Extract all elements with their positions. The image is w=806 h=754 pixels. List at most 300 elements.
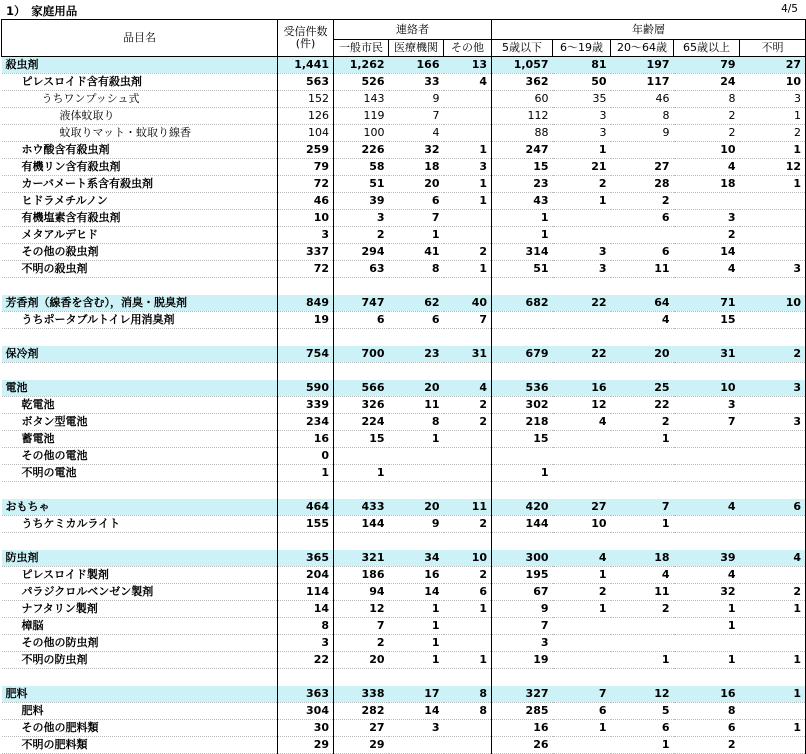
value-cell: 7 bbox=[674, 414, 740, 431]
item-name-cell: ヒドラメチルノン bbox=[2, 193, 278, 210]
value-cell bbox=[444, 482, 492, 499]
value-cell bbox=[278, 363, 334, 380]
value-cell: 11 bbox=[444, 499, 492, 516]
value-cell bbox=[553, 210, 611, 227]
value-cell: 126 bbox=[278, 108, 334, 125]
value-cell: 3 bbox=[553, 244, 611, 261]
value-cell: 27 bbox=[740, 57, 806, 74]
value-cell: 6 bbox=[553, 703, 611, 720]
value-cell: 11 bbox=[611, 584, 674, 601]
value-cell bbox=[278, 669, 334, 686]
value-cell: 16 bbox=[389, 567, 444, 584]
item-name-cell bbox=[2, 278, 278, 295]
value-cell: 304 bbox=[278, 703, 334, 720]
value-cell: 27 bbox=[553, 499, 611, 516]
category-row bbox=[2, 499, 806, 516]
category-row bbox=[2, 295, 806, 312]
value-cell: 247 bbox=[492, 142, 553, 159]
value-cell: 186 bbox=[334, 567, 389, 584]
value-cell bbox=[444, 737, 492, 754]
value-cell: 79 bbox=[674, 57, 740, 74]
value-cell: 1 bbox=[444, 601, 492, 618]
age-under5-header: 5歳以下 bbox=[492, 40, 553, 57]
value-cell: 10 bbox=[674, 380, 740, 397]
value-cell: 31 bbox=[444, 346, 492, 363]
item-name-cell: 電池 bbox=[2, 380, 278, 397]
value-cell bbox=[492, 363, 553, 380]
value-cell: 420 bbox=[492, 499, 553, 516]
value-cell: 22 bbox=[553, 295, 611, 312]
table-row bbox=[2, 414, 806, 431]
value-cell: 94 bbox=[334, 584, 389, 601]
value-cell: 143 bbox=[334, 91, 389, 108]
value-cell: 24 bbox=[674, 74, 740, 91]
value-cell bbox=[389, 465, 444, 482]
page-number: 4/5 bbox=[781, 3, 798, 15]
value-cell: 71 bbox=[674, 295, 740, 312]
value-cell: 144 bbox=[492, 516, 553, 533]
value-cell: 1 bbox=[674, 601, 740, 618]
value-cell: 3 bbox=[553, 261, 611, 278]
value-cell bbox=[611, 533, 674, 550]
value-cell: 29 bbox=[334, 737, 389, 754]
value-cell: 19 bbox=[278, 312, 334, 329]
value-cell bbox=[553, 431, 611, 448]
value-cell: 682 bbox=[492, 295, 553, 312]
value-cell bbox=[444, 720, 492, 737]
value-cell: 23 bbox=[389, 346, 444, 363]
table-row bbox=[2, 601, 806, 618]
value-cell: 12 bbox=[611, 686, 674, 703]
item-name-cell: うちワンプッシュ式 bbox=[2, 91, 278, 108]
value-cell: 20 bbox=[389, 499, 444, 516]
value-cell bbox=[611, 635, 674, 652]
value-cell: 117 bbox=[611, 74, 674, 91]
value-cell: 16 bbox=[492, 720, 553, 737]
value-cell: 2 bbox=[611, 193, 674, 210]
table-row bbox=[2, 159, 806, 176]
value-cell: 10 bbox=[674, 142, 740, 159]
value-cell: 8 bbox=[674, 703, 740, 720]
value-cell bbox=[740, 516, 806, 533]
value-cell: 20 bbox=[389, 176, 444, 193]
value-cell: 8 bbox=[611, 108, 674, 125]
value-cell: 3 bbox=[553, 125, 611, 142]
value-cell bbox=[553, 312, 611, 329]
value-cell: 6 bbox=[334, 312, 389, 329]
value-cell: 9 bbox=[492, 601, 553, 618]
value-cell: 363 bbox=[278, 686, 334, 703]
value-cell: 72 bbox=[278, 176, 334, 193]
value-cell bbox=[674, 448, 740, 465]
table-row bbox=[2, 91, 806, 108]
value-cell bbox=[611, 329, 674, 346]
item-name-cell: 不明の殺虫剤 bbox=[2, 261, 278, 278]
category-row bbox=[2, 380, 806, 397]
item-name-cell: 蓄電池 bbox=[2, 431, 278, 448]
value-cell: 12 bbox=[334, 601, 389, 618]
item-name-cell: カーバメート系含有殺虫剤 bbox=[2, 176, 278, 193]
value-cell: 433 bbox=[334, 499, 389, 516]
value-cell bbox=[553, 465, 611, 482]
item-name-cell: その他の電池 bbox=[2, 448, 278, 465]
value-cell: 563 bbox=[278, 74, 334, 91]
item-name-cell: 殺虫剤 bbox=[2, 57, 278, 74]
value-cell: 88 bbox=[492, 125, 553, 142]
value-cell: 15 bbox=[492, 431, 553, 448]
value-cell: 41 bbox=[389, 244, 444, 261]
table-row bbox=[2, 516, 806, 533]
value-cell: 204 bbox=[278, 567, 334, 584]
value-cell: 6 bbox=[611, 210, 674, 227]
value-cell: 8 bbox=[389, 414, 444, 431]
value-cell: 195 bbox=[492, 567, 553, 584]
value-cell bbox=[553, 482, 611, 499]
age-unknown-header: 不明 bbox=[740, 40, 806, 57]
value-cell: 4 bbox=[553, 550, 611, 567]
value-cell: 326 bbox=[334, 397, 389, 414]
received-label: 受信件数 bbox=[283, 25, 328, 38]
value-cell bbox=[611, 363, 674, 380]
item-name-cell: ピレスロイド含有殺虫剤 bbox=[2, 74, 278, 91]
value-cell bbox=[444, 465, 492, 482]
value-cell bbox=[444, 669, 492, 686]
value-cell bbox=[553, 278, 611, 295]
table-row bbox=[2, 652, 806, 669]
item-name-cell bbox=[2, 482, 278, 499]
table-header bbox=[2, 20, 806, 57]
value-cell bbox=[740, 618, 806, 635]
value-cell: 10 bbox=[444, 550, 492, 567]
value-cell bbox=[334, 533, 389, 550]
value-cell bbox=[334, 448, 389, 465]
value-cell: 8 bbox=[674, 91, 740, 108]
value-cell bbox=[553, 363, 611, 380]
value-cell bbox=[444, 108, 492, 125]
value-cell: 1 bbox=[389, 431, 444, 448]
item-name-cell: 蚊取りマット・蚊取り線香 bbox=[2, 125, 278, 142]
spacer-row bbox=[2, 363, 806, 380]
value-cell bbox=[334, 329, 389, 346]
value-cell: 51 bbox=[334, 176, 389, 193]
value-cell bbox=[444, 91, 492, 108]
value-cell: 197 bbox=[611, 57, 674, 74]
value-cell bbox=[674, 363, 740, 380]
value-cell: 566 bbox=[334, 380, 389, 397]
table-row bbox=[2, 567, 806, 584]
value-cell bbox=[492, 669, 553, 686]
item-name-cell: 有機塩素含有殺虫剤 bbox=[2, 210, 278, 227]
item-column-header: 品目名 bbox=[2, 20, 278, 57]
value-cell: 3 bbox=[444, 159, 492, 176]
value-cell: 1 bbox=[674, 652, 740, 669]
item-name-cell: 保冷剤 bbox=[2, 346, 278, 363]
item-name-cell: 不明の肥料類 bbox=[2, 737, 278, 754]
value-cell bbox=[674, 482, 740, 499]
table-row bbox=[2, 108, 806, 125]
value-cell bbox=[389, 533, 444, 550]
value-cell: 1 bbox=[553, 720, 611, 737]
spacer-row bbox=[2, 482, 806, 499]
value-cell: 3 bbox=[740, 380, 806, 397]
value-cell: 1,057 bbox=[492, 57, 553, 74]
contact-public-header: 一般市民 bbox=[334, 40, 389, 57]
value-cell: 2 bbox=[674, 737, 740, 754]
value-cell: 21 bbox=[553, 159, 611, 176]
value-cell: 144 bbox=[334, 516, 389, 533]
item-name-cell bbox=[2, 669, 278, 686]
value-cell: 9 bbox=[611, 125, 674, 142]
value-cell: 20 bbox=[611, 346, 674, 363]
value-cell: 3 bbox=[389, 720, 444, 737]
value-cell: 849 bbox=[278, 295, 334, 312]
value-cell: 4 bbox=[444, 74, 492, 91]
value-cell bbox=[389, 363, 444, 380]
value-cell: 1 bbox=[553, 567, 611, 584]
value-cell: 104 bbox=[278, 125, 334, 142]
value-cell: 2 bbox=[674, 227, 740, 244]
value-cell: 3 bbox=[674, 397, 740, 414]
value-cell bbox=[389, 278, 444, 295]
value-cell: 1 bbox=[492, 227, 553, 244]
value-cell bbox=[553, 227, 611, 244]
value-cell: 1 bbox=[444, 193, 492, 210]
value-cell: 11 bbox=[389, 397, 444, 414]
value-cell bbox=[334, 669, 389, 686]
value-cell: 6 bbox=[611, 720, 674, 737]
value-cell bbox=[674, 278, 740, 295]
value-cell bbox=[278, 482, 334, 499]
value-cell: 1,262 bbox=[334, 57, 389, 74]
value-cell: 50 bbox=[553, 74, 611, 91]
value-cell: 39 bbox=[334, 193, 389, 210]
age-20to64-header: 20～64歳 bbox=[611, 40, 674, 57]
value-cell: 27 bbox=[334, 720, 389, 737]
value-cell: 1 bbox=[553, 142, 611, 159]
value-cell: 22 bbox=[553, 346, 611, 363]
table-row bbox=[2, 193, 806, 210]
category-row bbox=[2, 686, 806, 703]
value-cell: 754 bbox=[278, 346, 334, 363]
value-cell: 3 bbox=[740, 414, 806, 431]
value-cell: 72 bbox=[278, 261, 334, 278]
value-cell: 18 bbox=[674, 176, 740, 193]
value-cell bbox=[492, 329, 553, 346]
value-cell: 4 bbox=[674, 499, 740, 516]
value-cell: 3 bbox=[278, 635, 334, 652]
value-cell: 3 bbox=[740, 261, 806, 278]
value-cell: 1 bbox=[444, 142, 492, 159]
value-cell: 1 bbox=[740, 142, 806, 159]
value-cell: 2 bbox=[674, 108, 740, 125]
value-cell bbox=[611, 448, 674, 465]
value-cell: 14 bbox=[278, 601, 334, 618]
value-cell: 679 bbox=[492, 346, 553, 363]
table-row bbox=[2, 74, 806, 91]
value-cell: 7 bbox=[492, 618, 553, 635]
value-cell: 27 bbox=[611, 159, 674, 176]
table-row bbox=[2, 584, 806, 601]
table-row bbox=[2, 618, 806, 635]
value-cell: 32 bbox=[389, 142, 444, 159]
item-name-cell bbox=[2, 533, 278, 550]
value-cell bbox=[553, 652, 611, 669]
value-cell: 25 bbox=[611, 380, 674, 397]
table-row bbox=[2, 244, 806, 261]
value-cell: 46 bbox=[278, 193, 334, 210]
value-cell: 14 bbox=[389, 584, 444, 601]
value-cell: 1 bbox=[740, 176, 806, 193]
value-cell bbox=[553, 329, 611, 346]
value-cell: 40 bbox=[444, 295, 492, 312]
value-cell: 119 bbox=[334, 108, 389, 125]
value-cell: 536 bbox=[492, 380, 553, 397]
table-row bbox=[2, 210, 806, 227]
age-6to19-header: 6～19歳 bbox=[553, 40, 611, 57]
value-cell: 1 bbox=[492, 210, 553, 227]
value-cell bbox=[740, 227, 806, 244]
value-cell bbox=[553, 448, 611, 465]
table-row bbox=[2, 703, 806, 720]
value-cell bbox=[278, 278, 334, 295]
value-cell: 2 bbox=[334, 635, 389, 652]
spacer-row bbox=[2, 278, 806, 295]
statistics-table bbox=[1, 19, 806, 754]
item-name-cell: ナフタリン製剤 bbox=[2, 601, 278, 618]
value-cell: 338 bbox=[334, 686, 389, 703]
value-cell: 16 bbox=[553, 380, 611, 397]
value-cell: 1 bbox=[740, 686, 806, 703]
value-cell: 1 bbox=[674, 618, 740, 635]
value-cell: 4 bbox=[389, 125, 444, 142]
value-cell bbox=[444, 448, 492, 465]
table-row bbox=[2, 125, 806, 142]
value-cell: 10 bbox=[278, 210, 334, 227]
value-cell: 35 bbox=[553, 91, 611, 108]
value-cell: 16 bbox=[674, 686, 740, 703]
value-cell: 7 bbox=[334, 618, 389, 635]
value-cell bbox=[740, 278, 806, 295]
value-cell bbox=[674, 669, 740, 686]
value-cell: 2 bbox=[444, 516, 492, 533]
value-cell bbox=[492, 482, 553, 499]
value-cell: 1 bbox=[444, 176, 492, 193]
table-row bbox=[2, 635, 806, 652]
value-cell bbox=[611, 618, 674, 635]
value-cell bbox=[611, 465, 674, 482]
value-cell: 4 bbox=[674, 261, 740, 278]
item-name-cell bbox=[2, 363, 278, 380]
value-cell: 5 bbox=[611, 703, 674, 720]
value-cell: 14 bbox=[674, 244, 740, 261]
value-cell: 226 bbox=[334, 142, 389, 159]
value-cell: 46 bbox=[611, 91, 674, 108]
value-cell bbox=[740, 431, 806, 448]
contact-medical-header: 医療機関 bbox=[389, 40, 444, 57]
value-cell: 2 bbox=[740, 346, 806, 363]
value-cell: 67 bbox=[492, 584, 553, 601]
value-cell: 51 bbox=[492, 261, 553, 278]
value-cell bbox=[444, 635, 492, 652]
value-cell: 7 bbox=[389, 210, 444, 227]
value-cell: 13 bbox=[444, 57, 492, 74]
value-cell: 6 bbox=[740, 499, 806, 516]
table-row bbox=[2, 227, 806, 244]
value-cell: 33 bbox=[389, 74, 444, 91]
value-cell: 1 bbox=[278, 465, 334, 482]
value-cell: 62 bbox=[389, 295, 444, 312]
value-cell bbox=[334, 278, 389, 295]
value-cell: 1 bbox=[740, 720, 806, 737]
value-cell bbox=[611, 669, 674, 686]
value-cell bbox=[278, 329, 334, 346]
value-cell: 3 bbox=[278, 227, 334, 244]
value-cell: 590 bbox=[278, 380, 334, 397]
value-cell bbox=[553, 669, 611, 686]
value-cell: 32 bbox=[674, 584, 740, 601]
value-cell: 100 bbox=[334, 125, 389, 142]
value-cell: 2 bbox=[611, 414, 674, 431]
value-cell bbox=[334, 482, 389, 499]
value-cell bbox=[492, 312, 553, 329]
value-cell: 339 bbox=[278, 397, 334, 414]
value-cell: 1 bbox=[740, 108, 806, 125]
value-cell bbox=[740, 210, 806, 227]
value-cell: 4 bbox=[553, 414, 611, 431]
table-row bbox=[2, 312, 806, 329]
value-cell: 4 bbox=[674, 567, 740, 584]
value-cell: 20 bbox=[389, 380, 444, 397]
value-cell bbox=[740, 329, 806, 346]
value-cell: 64 bbox=[611, 295, 674, 312]
value-cell: 30 bbox=[278, 720, 334, 737]
item-name-cell: うちケミカルライト bbox=[2, 516, 278, 533]
value-cell bbox=[740, 482, 806, 499]
item-name-cell: おもちゃ bbox=[2, 499, 278, 516]
item-name-cell: 樟脳 bbox=[2, 618, 278, 635]
value-cell: 7 bbox=[389, 108, 444, 125]
value-cell: 526 bbox=[334, 74, 389, 91]
item-name-cell: ホウ酸含有殺虫剤 bbox=[2, 142, 278, 159]
value-cell: 294 bbox=[334, 244, 389, 261]
value-cell bbox=[740, 567, 806, 584]
value-cell: 3 bbox=[334, 210, 389, 227]
value-cell: 1 bbox=[389, 601, 444, 618]
value-cell bbox=[674, 465, 740, 482]
value-cell: 2 bbox=[444, 567, 492, 584]
value-cell: 60 bbox=[492, 91, 553, 108]
value-cell: 3 bbox=[740, 91, 806, 108]
value-cell: 1 bbox=[389, 652, 444, 669]
value-cell bbox=[674, 329, 740, 346]
table-row bbox=[2, 737, 806, 754]
item-name-cell: その他の殺虫剤 bbox=[2, 244, 278, 261]
value-cell: 6 bbox=[611, 244, 674, 261]
value-cell: 302 bbox=[492, 397, 553, 414]
value-cell: 12 bbox=[553, 397, 611, 414]
value-cell: 22 bbox=[611, 397, 674, 414]
value-cell: 29 bbox=[278, 737, 334, 754]
value-cell: 337 bbox=[278, 244, 334, 261]
item-name-cell bbox=[2, 329, 278, 346]
spacer-row bbox=[2, 669, 806, 686]
spacer-row bbox=[2, 329, 806, 346]
value-cell bbox=[389, 329, 444, 346]
value-cell bbox=[740, 635, 806, 652]
section-title: 1） 家庭用品 bbox=[6, 4, 78, 18]
value-cell: 31 bbox=[674, 346, 740, 363]
category-row bbox=[2, 346, 806, 363]
